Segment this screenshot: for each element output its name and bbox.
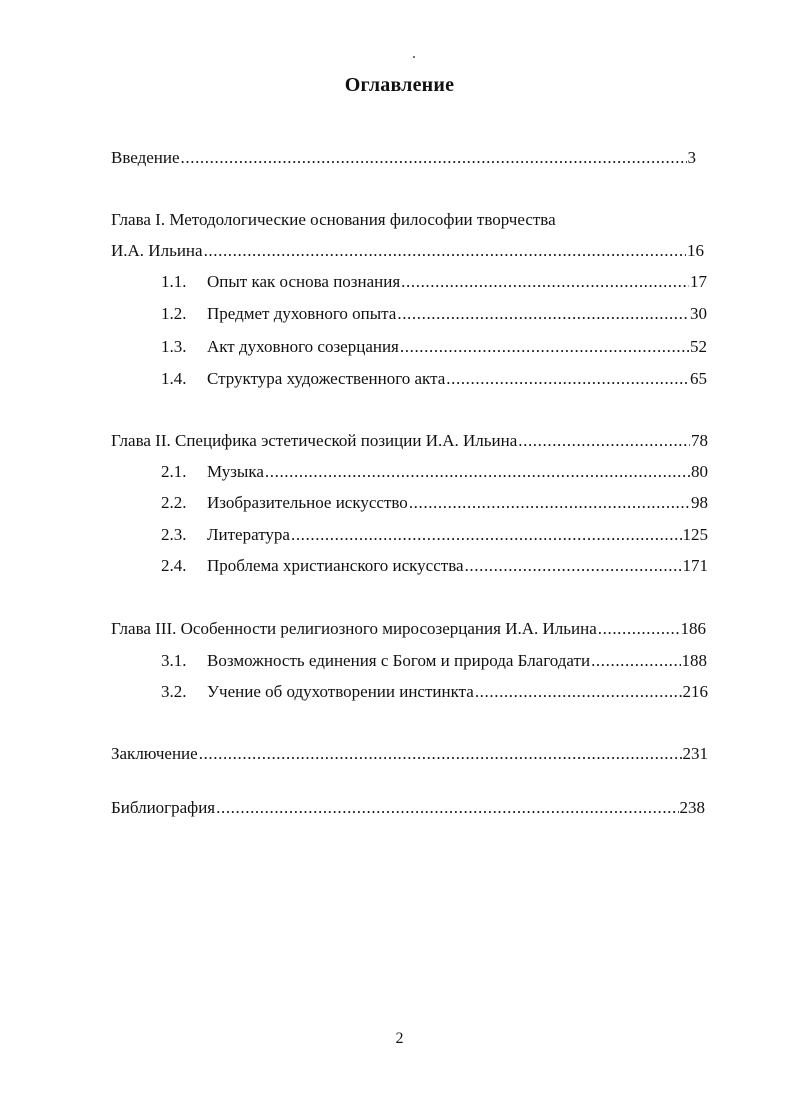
page-title: Оглавление xyxy=(344,74,455,96)
toc-entry-section-3-1[interactable] xyxy=(161,650,707,672)
toc-entry-section-2-3[interactable] xyxy=(161,524,708,546)
toc-entry-section-2-1[interactable] xyxy=(161,461,708,483)
toc-label: Введение xyxy=(111,148,180,167)
toc-label: И.А. Ильина xyxy=(111,241,203,260)
toc-page: 80 xyxy=(691,462,708,481)
leader-dots xyxy=(409,492,690,514)
leader-dots xyxy=(446,368,689,390)
toc-page: 186 xyxy=(680,619,706,638)
leader-dots xyxy=(400,336,689,358)
toc-entry-section-1-1[interactable] xyxy=(161,271,707,293)
toc-page: 188 xyxy=(681,651,707,670)
toc-entry-section-3-2[interactable] xyxy=(161,681,708,703)
leader-dots xyxy=(518,430,690,452)
section-number: 3.2. xyxy=(161,682,187,701)
toc-label: Музыка xyxy=(207,462,264,481)
toc-label: Учение об одухотворении инстинкта xyxy=(207,682,474,701)
leader-dots xyxy=(465,555,682,577)
scan-speck xyxy=(413,56,415,58)
section-number: 1.3. xyxy=(161,337,187,356)
toc-entry-chapter-2[interactable] xyxy=(111,430,708,452)
toc-page: 78 xyxy=(691,431,708,450)
section-number: 2.1. xyxy=(161,462,187,481)
leader-dots xyxy=(401,271,689,293)
toc-page: 171 xyxy=(682,556,708,575)
toc-page: 231 xyxy=(682,744,708,763)
section-number: 2.2. xyxy=(161,493,187,512)
leader-dots xyxy=(265,461,690,483)
toc-label: Проблема христианского искусства xyxy=(207,556,464,575)
toc-label: Заключение xyxy=(111,744,198,763)
toc-page: 65 xyxy=(690,369,707,388)
toc-page: 216 xyxy=(682,682,708,701)
toc-entry-section-2-4[interactable] xyxy=(161,555,708,577)
section-number: 1.1. xyxy=(161,272,187,291)
leader-dots xyxy=(598,618,680,640)
toc-entry-conclusion[interactable] xyxy=(111,743,708,765)
leader-dots xyxy=(199,743,682,765)
toc-entry-chapter-3[interactable] xyxy=(111,618,706,640)
toc-page: 98 xyxy=(691,493,708,512)
toc-label: Структура художественного акта xyxy=(207,369,446,388)
section-number: 1.4. xyxy=(161,369,187,388)
toc-page: 17 xyxy=(690,272,707,291)
toc-label: Возможность единения с Богом и природа Благодати xyxy=(207,651,591,670)
leader-dots xyxy=(291,524,682,546)
section-number: 2.4. xyxy=(161,556,187,575)
section-number: 2.3. xyxy=(161,525,187,544)
toc-entry-chapter-1[interactable] xyxy=(111,240,704,262)
toc-page: 125 xyxy=(682,525,708,544)
toc-page: 52 xyxy=(690,337,707,356)
toc-label: Предмет духовного опыта xyxy=(207,304,397,323)
leader-dots xyxy=(216,797,678,819)
toc-label: Глава II. Специфика эстетической позиции И.А. Ильина xyxy=(111,431,518,450)
toc-label: Акт духовного созерцания xyxy=(207,337,399,356)
leader-dots xyxy=(181,147,687,169)
section-number: 3.1. xyxy=(161,651,187,670)
leader-dots xyxy=(591,650,680,672)
section-number: 1.2. xyxy=(161,304,187,323)
toc-entry-section-1-3[interactable] xyxy=(161,336,707,358)
page-number: 2 xyxy=(395,1030,404,1047)
toc-entry-section-2-2[interactable] xyxy=(161,492,708,514)
toc-page: 16 xyxy=(687,241,704,260)
toc-page: 30 xyxy=(690,304,707,323)
toc-label: Опыт как основа познания xyxy=(207,272,401,291)
toc-label: Глава III. Особенности религиозного миросозерцания И.А. Ильина xyxy=(111,619,597,638)
leader-dots xyxy=(475,681,682,703)
toc-entry-introduction[interactable] xyxy=(111,147,696,169)
toc-page: 3 xyxy=(687,148,696,167)
toc-page: 238 xyxy=(679,798,705,817)
leader-dots xyxy=(204,240,686,262)
toc-entry-section-1-4[interactable] xyxy=(161,368,707,390)
toc-label: Литература xyxy=(207,525,290,544)
toc-label: Библиография xyxy=(111,798,216,817)
toc-entry-section-1-2[interactable] xyxy=(161,303,707,325)
leader-dots xyxy=(397,303,689,325)
toc-entry-bibliography[interactable] xyxy=(111,797,705,819)
toc-label: Изобразительное искусство xyxy=(207,493,408,512)
chapter-1-heading[interactable]: Глава I. Методологические основания философии творчества xyxy=(111,210,556,229)
